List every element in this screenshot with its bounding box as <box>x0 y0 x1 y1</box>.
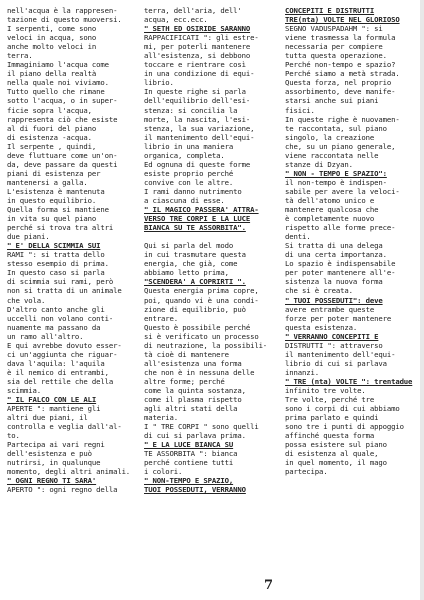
text-line: Si tratta di una delega <box>285 241 383 251</box>
text-line: di scimmia sui rami, però <box>7 277 114 287</box>
text-line: che vola. <box>7 295 46 305</box>
text-line: in una condizione di equi- <box>144 69 255 79</box>
text-line: perché si trova tra altri <box>7 223 114 233</box>
text-line: tà cioè di mantenere <box>144 349 229 359</box>
text-line: un ramo all'altro. <box>7 331 84 341</box>
text-line: agli altri stati della <box>144 404 238 414</box>
text-line: infinito tre volte. <box>285 385 366 395</box>
text-line: avere entrambe queste <box>285 304 375 314</box>
text-line: poi, quando vi è una condi- <box>144 295 259 305</box>
text-line: i colori. <box>144 467 183 477</box>
text-line: esiste proprio perché <box>144 168 234 178</box>
text-line: " IL MAGICO PASSERA' ATTRA- <box>144 205 259 215</box>
text-line: Quella forma si mantiene <box>7 205 109 215</box>
text-line: In queste righe è nuovamen- <box>285 114 400 124</box>
text-line: dava l'aquila: l'aquila <box>7 358 105 368</box>
text-line: sia del rettile che della <box>7 376 114 386</box>
text-line: uccelli non volano conti- <box>7 313 114 323</box>
text-line: Immaginiamo l'acqua come <box>7 60 109 70</box>
text-line: è il nemico di entrambi, <box>7 367 109 377</box>
text-line: che, su un piano generale, <box>285 141 396 151</box>
text-line: non si tratta di un animale <box>7 286 122 296</box>
text-line: due piani. <box>7 232 50 242</box>
text-line: di esistenza -acqua. <box>7 132 92 142</box>
text-line: tutta questa operazione. <box>285 51 387 61</box>
text-line: sono i corpi di cui abbiamo <box>285 404 400 414</box>
text-line: I serpenti, come sono <box>7 24 97 34</box>
text-line: altri due piani, il <box>7 413 88 423</box>
text-line: TE ASSORBITA ": bianca <box>144 449 238 459</box>
text-line: stesso esempio di prima. <box>7 259 109 269</box>
text-line: mi, per poterli mantenere <box>144 42 251 52</box>
text-line: altre forme; perché <box>144 376 225 386</box>
text-line: " E LA LUCE BIANCA SU <box>144 440 234 450</box>
text-line: forze per poter mantenere <box>285 313 392 323</box>
text-line: tazione di questo muoversi. <box>7 15 122 25</box>
text-line: Tutto quello che rimane <box>7 87 105 97</box>
text-line: che non è in nessuna delle <box>144 367 255 377</box>
text-line: il mantenimento dell'equi- <box>285 349 396 359</box>
text-line: Perché non-tempo e spazio? <box>285 60 396 70</box>
text-line: I rami danno nutrimento <box>144 186 242 196</box>
text-line: all'esistenza una forma <box>144 358 242 368</box>
text-line: I " TRE CORPI " sono quelli <box>144 422 259 432</box>
text-line: materia. <box>144 413 178 423</box>
text-line: partecipa. <box>285 467 328 477</box>
text-line: perché contiene tutti <box>144 458 234 468</box>
text-column-2 <box>144 6 280 495</box>
text-line: " TUOI POSSEDUTI": deve <box>285 295 383 305</box>
text-line: RAMI ": si tratta dello <box>7 250 105 260</box>
text-line: il non-tempo è indispen- <box>285 177 387 187</box>
text-line <box>144 232 280 241</box>
text-line: nuamente ma passano da <box>7 322 101 332</box>
text-line: VERSO TRE CORPI E LA LUCE <box>144 214 251 224</box>
text-line: nell'acqua è la rappresen- <box>7 6 118 15</box>
text-line: librio in una maniera <box>144 141 234 151</box>
text-line: " VERRANNO CONCEPITI E <box>285 331 379 341</box>
text-line: " IL FALCO CON LE ALI <box>7 395 97 405</box>
text-line: starsi anche sui piani <box>285 96 379 106</box>
text-line: denti. <box>285 232 311 242</box>
text-line: to. <box>7 431 20 441</box>
text-line: anche molto veloci in <box>7 42 97 52</box>
text-line: TUOI POSSEDUTI, VERRANNO <box>144 485 246 495</box>
text-line: abbiamo letto prima, <box>144 268 229 278</box>
text-line: mantenersi a galla. <box>7 177 88 187</box>
text-line: convive con le altre. <box>144 177 234 187</box>
text-line: al di fuori del piano <box>7 123 97 133</box>
text-line: possa esistere sul piano <box>285 440 387 450</box>
text-line: Il serpente , quindi, <box>7 141 97 151</box>
text-line: CONCEPITI E DISTRUTTI <box>285 6 375 15</box>
text-line: organica, completa. <box>144 150 225 160</box>
text-line: nutrirsi, in qualunque <box>7 458 101 468</box>
text-line: sotto l'acqua, o in super- <box>7 96 118 106</box>
text-line: necessaria per compiere <box>285 42 383 52</box>
text-line: sono tre i punti di appoggio <box>285 422 404 432</box>
text-line: sabile per avere la veloci- <box>285 186 400 196</box>
text-line: " NON - TEMPO E SPAZIO": <box>285 168 387 178</box>
text-line: DISTRUTTI ": attraverso <box>285 340 383 350</box>
text-line: viene trasmessa la formula <box>285 33 396 43</box>
text-line: momento, degli altri animali. <box>7 467 131 477</box>
text-line: di cui si parlava prima. <box>144 431 246 441</box>
text-line: toccare e rientrare così <box>144 60 246 70</box>
text-line: morte, la nascita, l'esi- <box>144 114 251 124</box>
text-line: il mantenimento dell'equi- <box>144 132 255 142</box>
text-line: singolo, la creazione <box>285 132 375 142</box>
text-line: RAPPACIFICATI ": gli estre- <box>144 33 259 43</box>
text-line: ci un'aggiunta che riguar- <box>7 349 118 359</box>
text-line: il piano della realtà <box>7 69 97 79</box>
text-line: D'altro canto anche gli <box>7 304 105 314</box>
text-line: viene raccontata nelle <box>285 150 379 160</box>
text-line: BIANCA SU TE ASSORBITA". <box>144 223 246 233</box>
text-line: " TRE (nta) VOLTE ": trentadue <box>285 376 413 386</box>
text-line: stenza, la sua variazione, <box>144 123 255 133</box>
text-line: stenza: si concilia la <box>144 105 238 115</box>
text-line: APERTE ": mantiene gli <box>7 404 101 414</box>
text-line: è completamente nuovo <box>285 214 375 224</box>
text-line: come il plasma rispetto <box>144 395 242 405</box>
text-column-3 <box>285 6 417 476</box>
text-line: stanze di Dzyan. <box>285 159 353 169</box>
text-line: a ciascuna di esse. <box>144 195 225 205</box>
text-line: veloci in acqua, sono <box>7 33 97 43</box>
text-line: deve fluttuare come un'on- <box>7 150 118 160</box>
text-line: rispetto alle forme prece- <box>285 223 396 233</box>
text-line: Questa energia prima copre, <box>144 286 259 296</box>
text-line: piani di esistenza per <box>7 168 101 178</box>
text-line: in questo equilibrio. <box>7 195 97 205</box>
text-line: Lo spazio è indispensabile <box>285 259 396 269</box>
text-line: dell'equilibrio dell'esi- <box>144 96 251 106</box>
text-line: energia, che già, come <box>144 259 238 269</box>
text-line: terra. <box>7 51 33 61</box>
text-line: " OGNI REGNO TI SARA' <box>7 476 97 486</box>
text-line: " SETH ED OSIRIDE SARANNO <box>144 24 251 34</box>
text-line: rappresenta ciò che esiste <box>7 114 118 124</box>
text-line: per poter mantenere all'e- <box>285 268 396 278</box>
text-line: da, deve passare da questi <box>7 159 118 169</box>
text-line: innanzi. <box>285 367 319 377</box>
text-line: si è verificato un processo <box>144 331 259 341</box>
text-line: acqua, ecc.ecc. <box>144 15 208 25</box>
text-line: di neutrazione, la possibili- <box>144 340 268 350</box>
text-line: in quel momento, il mago <box>285 458 387 468</box>
text-line: mantenere qualcosa che <box>285 205 379 215</box>
text-line: in cui trasmutare questa <box>144 250 246 260</box>
text-line: terra, dell'aria, dell' <box>144 6 242 15</box>
text-line: di una certa importanza. <box>285 250 387 260</box>
text-line: nella quale noi viviamo. <box>7 78 109 88</box>
text-line: " E' DELLA SCIMMIA SUI <box>7 241 101 251</box>
text-line: fisici. <box>285 105 315 115</box>
text-line: di esistenza al quale, <box>285 449 379 459</box>
text-line: in vita su quel piano <box>7 214 97 224</box>
text-line: questa esistenza. <box>285 322 358 332</box>
text-line: entrare. <box>144 313 178 323</box>
text-line: scimmia. <box>7 385 41 395</box>
text-line: SEGNO VADUSPADAHM ": si <box>285 24 383 34</box>
text-line: librio. <box>144 78 174 88</box>
text-line: Tre volte, perché tre <box>285 395 375 405</box>
text-line: TRE(nta) VOLTE NEL GLORIOSO <box>285 15 400 25</box>
text-line: all'esistenza, si debbono <box>144 51 251 61</box>
text-line: In questo caso si parla <box>7 268 105 278</box>
text-line: E qui avrebbe dovuto esser- <box>7 340 122 350</box>
text-line: affinché questa forma <box>285 431 375 441</box>
text-line: L'esistenza è mantenuta <box>7 186 105 196</box>
text-line: prima parlato e quindi <box>285 413 379 423</box>
text-line: Perché siamo a metà strada. <box>285 69 400 79</box>
text-line: Questa forza, nel proprio <box>285 78 392 88</box>
text-line: In queste righe si parla <box>144 87 246 97</box>
text-line: zione di equilibrio, può <box>144 304 246 314</box>
text-column-1 <box>7 6 139 495</box>
text-line: che si è creata. <box>285 286 353 296</box>
text-line: tà dell'atomo unico e <box>285 195 375 205</box>
page-number: 7 <box>264 578 274 593</box>
text-line: come la quinta sostanza, <box>144 385 246 395</box>
text-line: controlla e veglia dall'al- <box>7 422 122 432</box>
text-line: librio di cui si parlava <box>285 358 387 368</box>
text-line: te raccontata, sul piano <box>285 123 387 133</box>
text-line: "SCENDERA' A COPRIRTI ". <box>144 277 246 287</box>
text-line: Partecipa ai vari regni <box>7 440 105 450</box>
text-line: sistenza la nuova forma <box>285 277 383 287</box>
scan-edge <box>420 0 424 600</box>
text-line: APERTO ": ogni regno della <box>7 485 118 495</box>
text-line: Ed ognuna di queste forme <box>144 159 251 169</box>
text-line: ficie sopra l'acqua, <box>7 105 92 115</box>
text-line: Qui si parla del modo <box>144 241 234 251</box>
text-line: dell'esistenza e può <box>7 449 92 459</box>
text-line: " NON-TEMPO E SPAZIO, <box>144 476 234 486</box>
text-line: assorbimento, deve manife- <box>285 87 396 97</box>
text-line: Questo è possibile perché <box>144 322 251 332</box>
